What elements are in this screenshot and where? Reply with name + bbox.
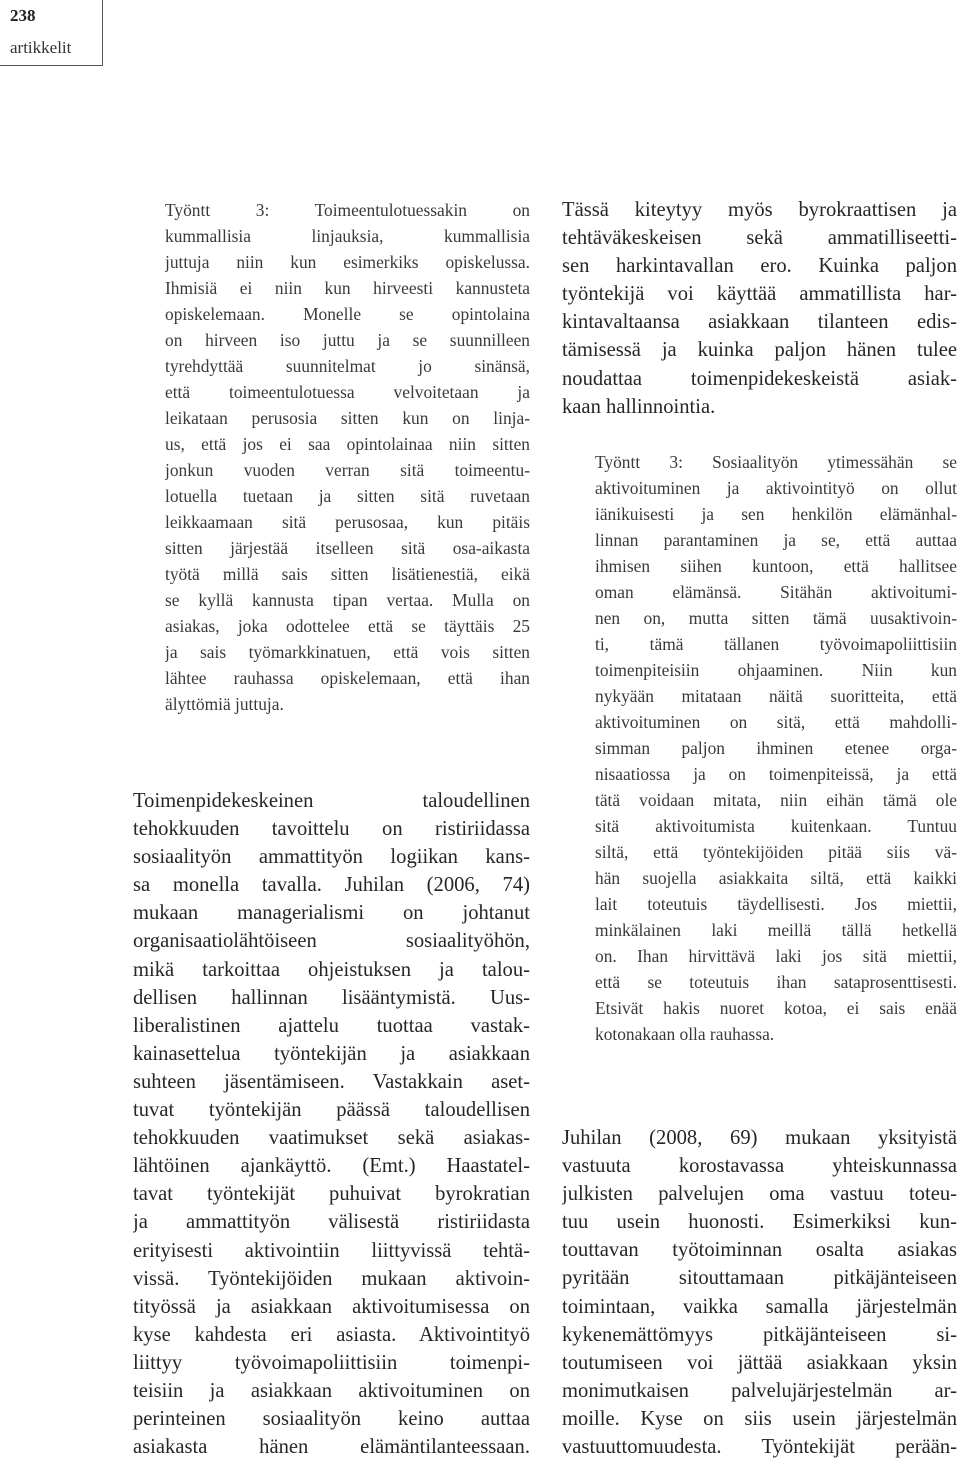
text-line: minkälainen laki meillä tällä hetkellä — [595, 920, 957, 940]
text-line: se kyllä kannusta tipan vertaa. Mulla on — [165, 590, 530, 610]
section-label: artikkelit — [10, 38, 72, 57]
text-line: hän suojella asiakkaita siltä, että kaikki — [595, 868, 957, 888]
text-line: lähtöinen ajankäyttö. (Emt.) Haastatel- — [133, 1155, 530, 1178]
text-line: vissä. Työntekijöiden mukaan aktivoin- — [133, 1267, 530, 1290]
text-line: Juhilan (2008, 69) mukaan yksityistä — [562, 1127, 957, 1149]
text-line: linnan parantaminen ja se, että auttaa — [595, 530, 957, 550]
text-line: simman paljon ihminen etenee orga- — [595, 738, 957, 758]
text-line: iänikuisesti ja sen henkilön elämänhal- — [595, 504, 957, 524]
text-line: teisiin ja asiakkaan aktivoituminen on — [133, 1379, 530, 1402]
text-line: työntekijä voi käyttää ammatillista har- — [562, 283, 957, 306]
text-line: moille. Kyse on siis usein järjestelmän — [562, 1407, 957, 1430]
text-line: vastuuta korostavassa yhteiskunnassa — [562, 1155, 957, 1178]
text-line: mikä tarkoittaa ohjeistuksen ja talou- — [133, 958, 530, 981]
text-line: lait toteutuis täydellisesti. Jos miettii, — [595, 894, 957, 914]
text-line: Ihmisiä ei niin kun hirveesti kannusteta — [165, 278, 530, 298]
text-line: ti, tämä tällanen työvoimapoliittisiin — [595, 634, 957, 654]
text-line: kyse kahdesta eri asiasta. Aktivointityö — [133, 1323, 530, 1346]
text-line: tehokkuuden vaatimukset sekä asiakas- — [133, 1127, 530, 1150]
text-line: ja ammattityön välisestä ristiriidasta — [133, 1211, 530, 1234]
page-number: 238 — [10, 6, 36, 25]
text-line: us, että jos ei saa opintolainaa niin sitten — [165, 434, 530, 454]
text-line: työtä millä sais sitten lisätienestiä, eikä — [165, 564, 530, 584]
body-paragraph-left — [133, 787, 530, 1461]
text-line: juttuja niin kun esimerkiks opiskelussa. — [165, 252, 530, 272]
text-line: että toimeentulotuessa velvoitetaan ja — [165, 382, 530, 402]
text-line: vastuuttomuudesta. Työntekijät perään- — [562, 1436, 957, 1459]
text-line: Etsivät hakis nuoret kotoa, ei sais enää — [595, 998, 957, 1018]
text-line: toimintaan, vaikka samalla järjestelmän — [562, 1295, 957, 1318]
text-line: ihmisen siihen kuntoon, että hallitsee — [595, 556, 957, 576]
interview-quote-right — [595, 449, 957, 1047]
text-line: liberalistinen ajattelu tuottaa vastak- — [133, 1014, 530, 1037]
text-line: että se toteutuis ihan sataprosenttisesti. — [595, 972, 957, 992]
text-line: suhteen jäsentämiseen. Vastakkain aset- — [133, 1070, 530, 1093]
text-line: erityisesti aktivointiin liittyvissä tehtä- — [133, 1239, 530, 1262]
text-line: kotonakaan olla rauhassa. — [595, 1024, 775, 1044]
text-line: Työntt 3: Toimeentulotuessakin on — [165, 200, 530, 220]
text-line: liittyy työvoimapoliittisiin toimenpi- — [133, 1351, 530, 1374]
text-line: tehtäväkeskeisen sekä ammatilliseetti- — [562, 227, 957, 250]
text-line: dellisen hallinnan lisääntymistä. Uus- — [133, 986, 530, 1009]
text-line: kintavaltaansa asiakkaan tilanteen edis- — [562, 311, 957, 334]
text-line: Toimenpidekeskeinen taloudellinen — [133, 790, 530, 812]
text-line: sitten järjestää itselleen sitä osa-aikasta — [165, 538, 530, 558]
text-line: Tässä kiteytyy myös byrokraattisen ja — [562, 199, 957, 221]
text-line: oman elämänsä. Sitähän aktivoitumi- — [595, 582, 957, 602]
text-line: tavat työntekijät puhuivat byrokratian — [133, 1183, 530, 1206]
text-line: tuu usein huonosti. Esimerkiksi kun- — [562, 1211, 957, 1234]
text-line: noudattaa toimenpidekeskeistä asiak- — [562, 367, 957, 390]
text-line: sosiaalityön ammattityön logiikan kans- — [133, 846, 530, 869]
text-line: on. Ihan hirvittävä laki jos sitä miettii, — [595, 946, 957, 966]
text-line: sen harkintavallan ero. Kuinka paljon — [562, 255, 957, 278]
text-line: älyttömiä juttuja. — [165, 694, 284, 714]
text-line: kykenemättömyys pitkäjänteiseen si- — [562, 1323, 957, 1346]
text-line: nykyään mitataan näitä suoritteita, että — [595, 686, 957, 706]
text-line: toutumiseen voi jättää asiakkaan yksin — [562, 1351, 957, 1374]
text-line: sa monella tavalla. Juhilan (2006, 74) — [133, 874, 530, 897]
text-line: tuvat työntekijän päässä taloudellisen — [133, 1099, 530, 1122]
body-paragraph-right-top — [562, 196, 957, 421]
text-line: tämisessä ja kuinka paljon hänen tulee — [562, 339, 957, 362]
text-line: nen on, mutta sitten tämä uusaktivoin- — [595, 608, 957, 628]
text-line: on hirveen iso juttu ja se suunnilleen — [165, 330, 530, 350]
text-line: opiskelemaan. Monelle se opintolaina — [165, 304, 530, 324]
text-line: perinteinen sosiaalityön keino auttaa — [133, 1408, 530, 1431]
text-line: ja sais työmarkkinatuen, että vois sitten — [165, 642, 530, 662]
text-line: touttavan työtoiminnan osalta asiakas — [562, 1239, 957, 1262]
text-line: jonkun vuoden verran sitä toimeentu- — [165, 460, 530, 480]
text-line: julkisten palvelujen oma vastuu toteu- — [562, 1183, 957, 1206]
text-line: pyritään sitouttamaan pitkäjänteiseen — [562, 1267, 957, 1290]
text-line: tyrehdyttää suunnitelmat jo sinänsä, — [165, 356, 530, 376]
text-line: kummallisia linjauksia, kummallisia — [165, 226, 530, 246]
text-line: toimenpiteisiin ohjaaminen. Niin kun — [595, 660, 957, 680]
text-line: mukaan managerialismi on johtanut — [133, 902, 530, 925]
text-line: lotuella tuetaan ja sitten sitä ruvetaan — [165, 486, 530, 506]
text-line: asiakasta hänen elämäntilanteessaan. — [133, 1436, 530, 1459]
text-line: Työntt 3: Sosiaalityön ytimessähän se — [595, 452, 957, 472]
text-line: monimutkaisen palvelujärjestelmän ar- — [562, 1379, 957, 1402]
text-line: kaan hallinnointia. — [562, 395, 716, 418]
text-line: lähtee rauhassa opiskelemaan, että ihan — [165, 668, 530, 688]
text-line: siltä, että työntekijöiden pitää siis vä- — [595, 842, 957, 862]
text-line: tätä voidaan mitata, niin eihän tämä ole — [595, 790, 957, 810]
text-line: tehokkuuden tavoittelu on ristiriidassa — [133, 818, 530, 841]
text-line: asiakas, joka odottelee että se täyttäis 25 — [165, 616, 530, 636]
text-line: aktivoituminen on sitä, että mahdolli- — [595, 712, 957, 732]
page-header-box — [0, 0, 103, 66]
text-line: leikkaamaan sitä perusosaa, kun pitäis — [165, 512, 530, 532]
text-line: kainasettelua työntekijän ja asiakkaan — [133, 1042, 530, 1065]
text-line: sitä aktivoitumista kuitenkaan. Tuntuu — [595, 816, 957, 836]
interview-quote-left — [165, 197, 530, 717]
text-line: tityössä ja asiakkaan aktivoitumisessa on — [133, 1295, 530, 1318]
body-paragraph-right-bottom — [562, 1124, 957, 1461]
text-line: nisaatiossa ja on toimenpiteissä, ja että — [595, 764, 957, 784]
text-line: aktivoituminen ja aktivointityö on ollut — [595, 478, 957, 498]
text-line: organisaatiolähtöiseen sosiaalityöhön, — [133, 930, 530, 953]
text-line: leikataan perusosia sitten kun on linja- — [165, 408, 530, 428]
